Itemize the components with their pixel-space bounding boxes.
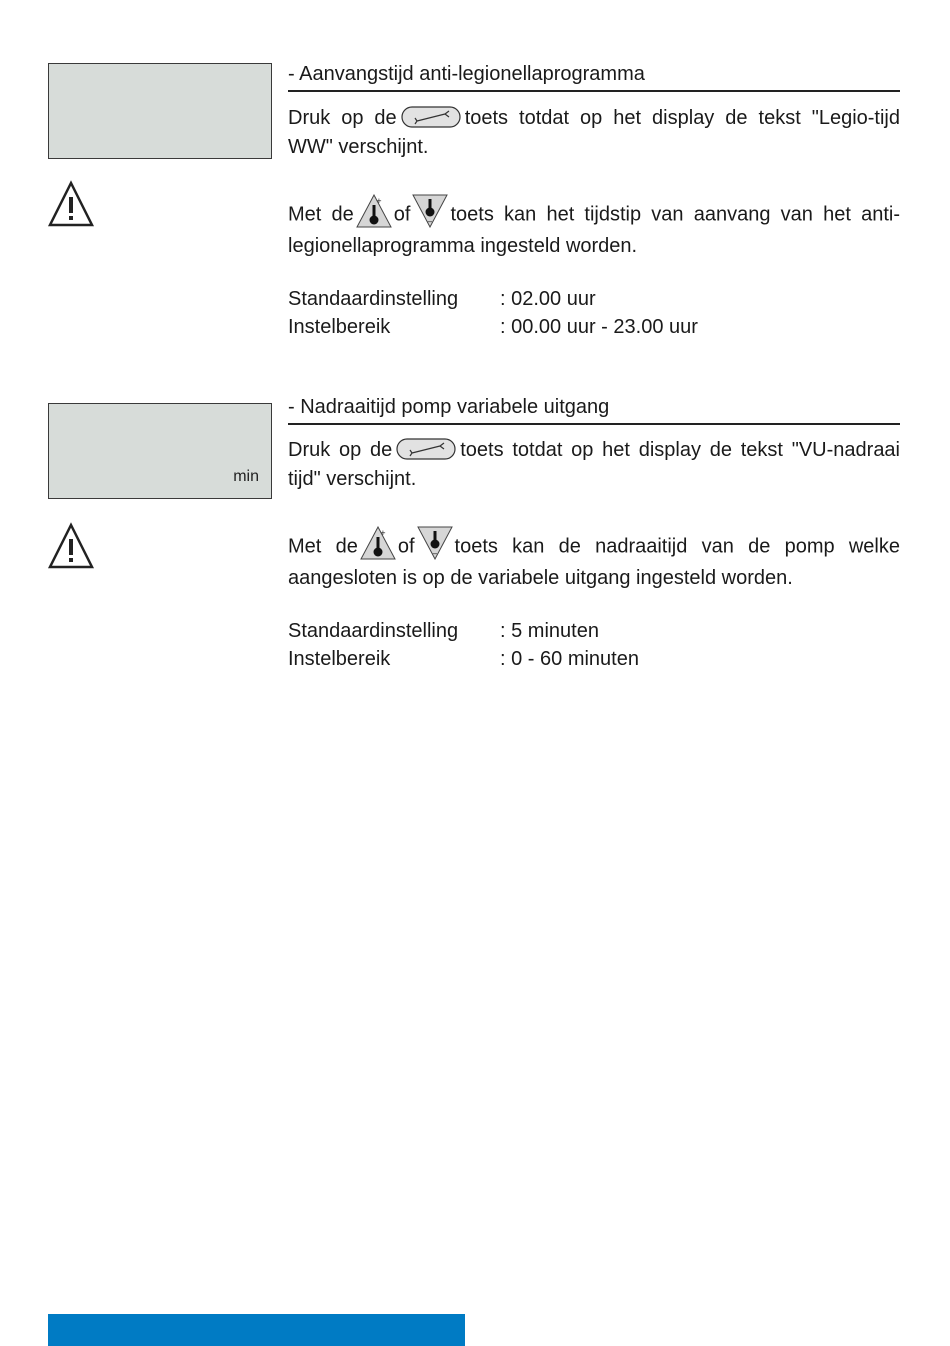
setting-row-default xyxy=(288,285,698,313)
instruction-text: of xyxy=(393,203,411,226)
section-heading-pump: - Nadraaitijd pomp variabele uitgang xyxy=(288,395,900,425)
warning-triangle-icon xyxy=(47,522,95,570)
instruction-text: toets kan het tijdstip van aanvang van het anti-legionellaprogramma ingesteld worden. xyxy=(288,203,900,257)
temperature-up-key-icon xyxy=(360,526,396,560)
section-heading-legio: - Aanvangstijd anti-legionellaprogramma xyxy=(288,62,900,92)
instruction-adjust-legio xyxy=(288,198,900,261)
svg-text:+: + xyxy=(375,197,382,205)
instruction-text: toets totdat op het display de tekst "Legio-tijd WW" verschijnt. xyxy=(288,107,900,158)
setting-value: : 02.00 uur xyxy=(500,288,596,310)
instruction-text: of xyxy=(397,535,415,558)
setting-value: : 5 minuten xyxy=(500,620,599,642)
instruction-text: Met de xyxy=(288,535,358,558)
lcd-display-pump xyxy=(48,403,272,499)
warning-triangle-icon xyxy=(47,180,95,228)
footer-color-bar xyxy=(48,1314,465,1346)
temperature-down-key-icon xyxy=(417,526,453,560)
svg-text:−: − xyxy=(427,218,434,226)
lcd-display-legio xyxy=(48,63,272,159)
instruction-text: toets totdat op het display de tekst "VU-nadraai tijd" verschijnt. xyxy=(288,439,901,490)
setting-value: : 0 - 60 minuten xyxy=(500,648,639,670)
instruction-text: Druk op de xyxy=(288,107,397,129)
setting-value: : 00.00 uur - 23.00 uur xyxy=(500,316,698,338)
settings-table-pump xyxy=(288,617,639,673)
svg-text:−: − xyxy=(431,550,438,558)
settings-table-legio xyxy=(288,285,698,341)
setting-label: Instelbereik xyxy=(288,648,391,670)
temperature-up-key-icon xyxy=(356,194,392,228)
instruction-press-key-pump xyxy=(288,436,900,494)
setting-row-range xyxy=(288,645,639,673)
instruction-text: Druk op de xyxy=(288,439,393,461)
instruction-press-key-legio xyxy=(288,104,900,162)
instruction-text: toets kan de nadraaitijd van de pomp welke aangesloten is op de variabele uitgang ingesteld worden. xyxy=(288,535,900,589)
setting-label: Standaardinstelling xyxy=(288,288,459,310)
setting-label: Instelbereik xyxy=(288,316,391,338)
setting-label: Standaardinstelling xyxy=(288,620,459,642)
temperature-down-key-icon xyxy=(412,194,448,228)
instruction-adjust-pump xyxy=(288,530,900,593)
instruction-text: Met de xyxy=(288,203,354,226)
wrench-key-icon xyxy=(401,106,461,128)
display-unit-label: min xyxy=(233,468,259,485)
wrench-key-icon xyxy=(396,438,456,460)
setting-row-default xyxy=(288,617,639,645)
svg-text:+: + xyxy=(379,529,386,537)
setting-row-range xyxy=(288,313,698,341)
